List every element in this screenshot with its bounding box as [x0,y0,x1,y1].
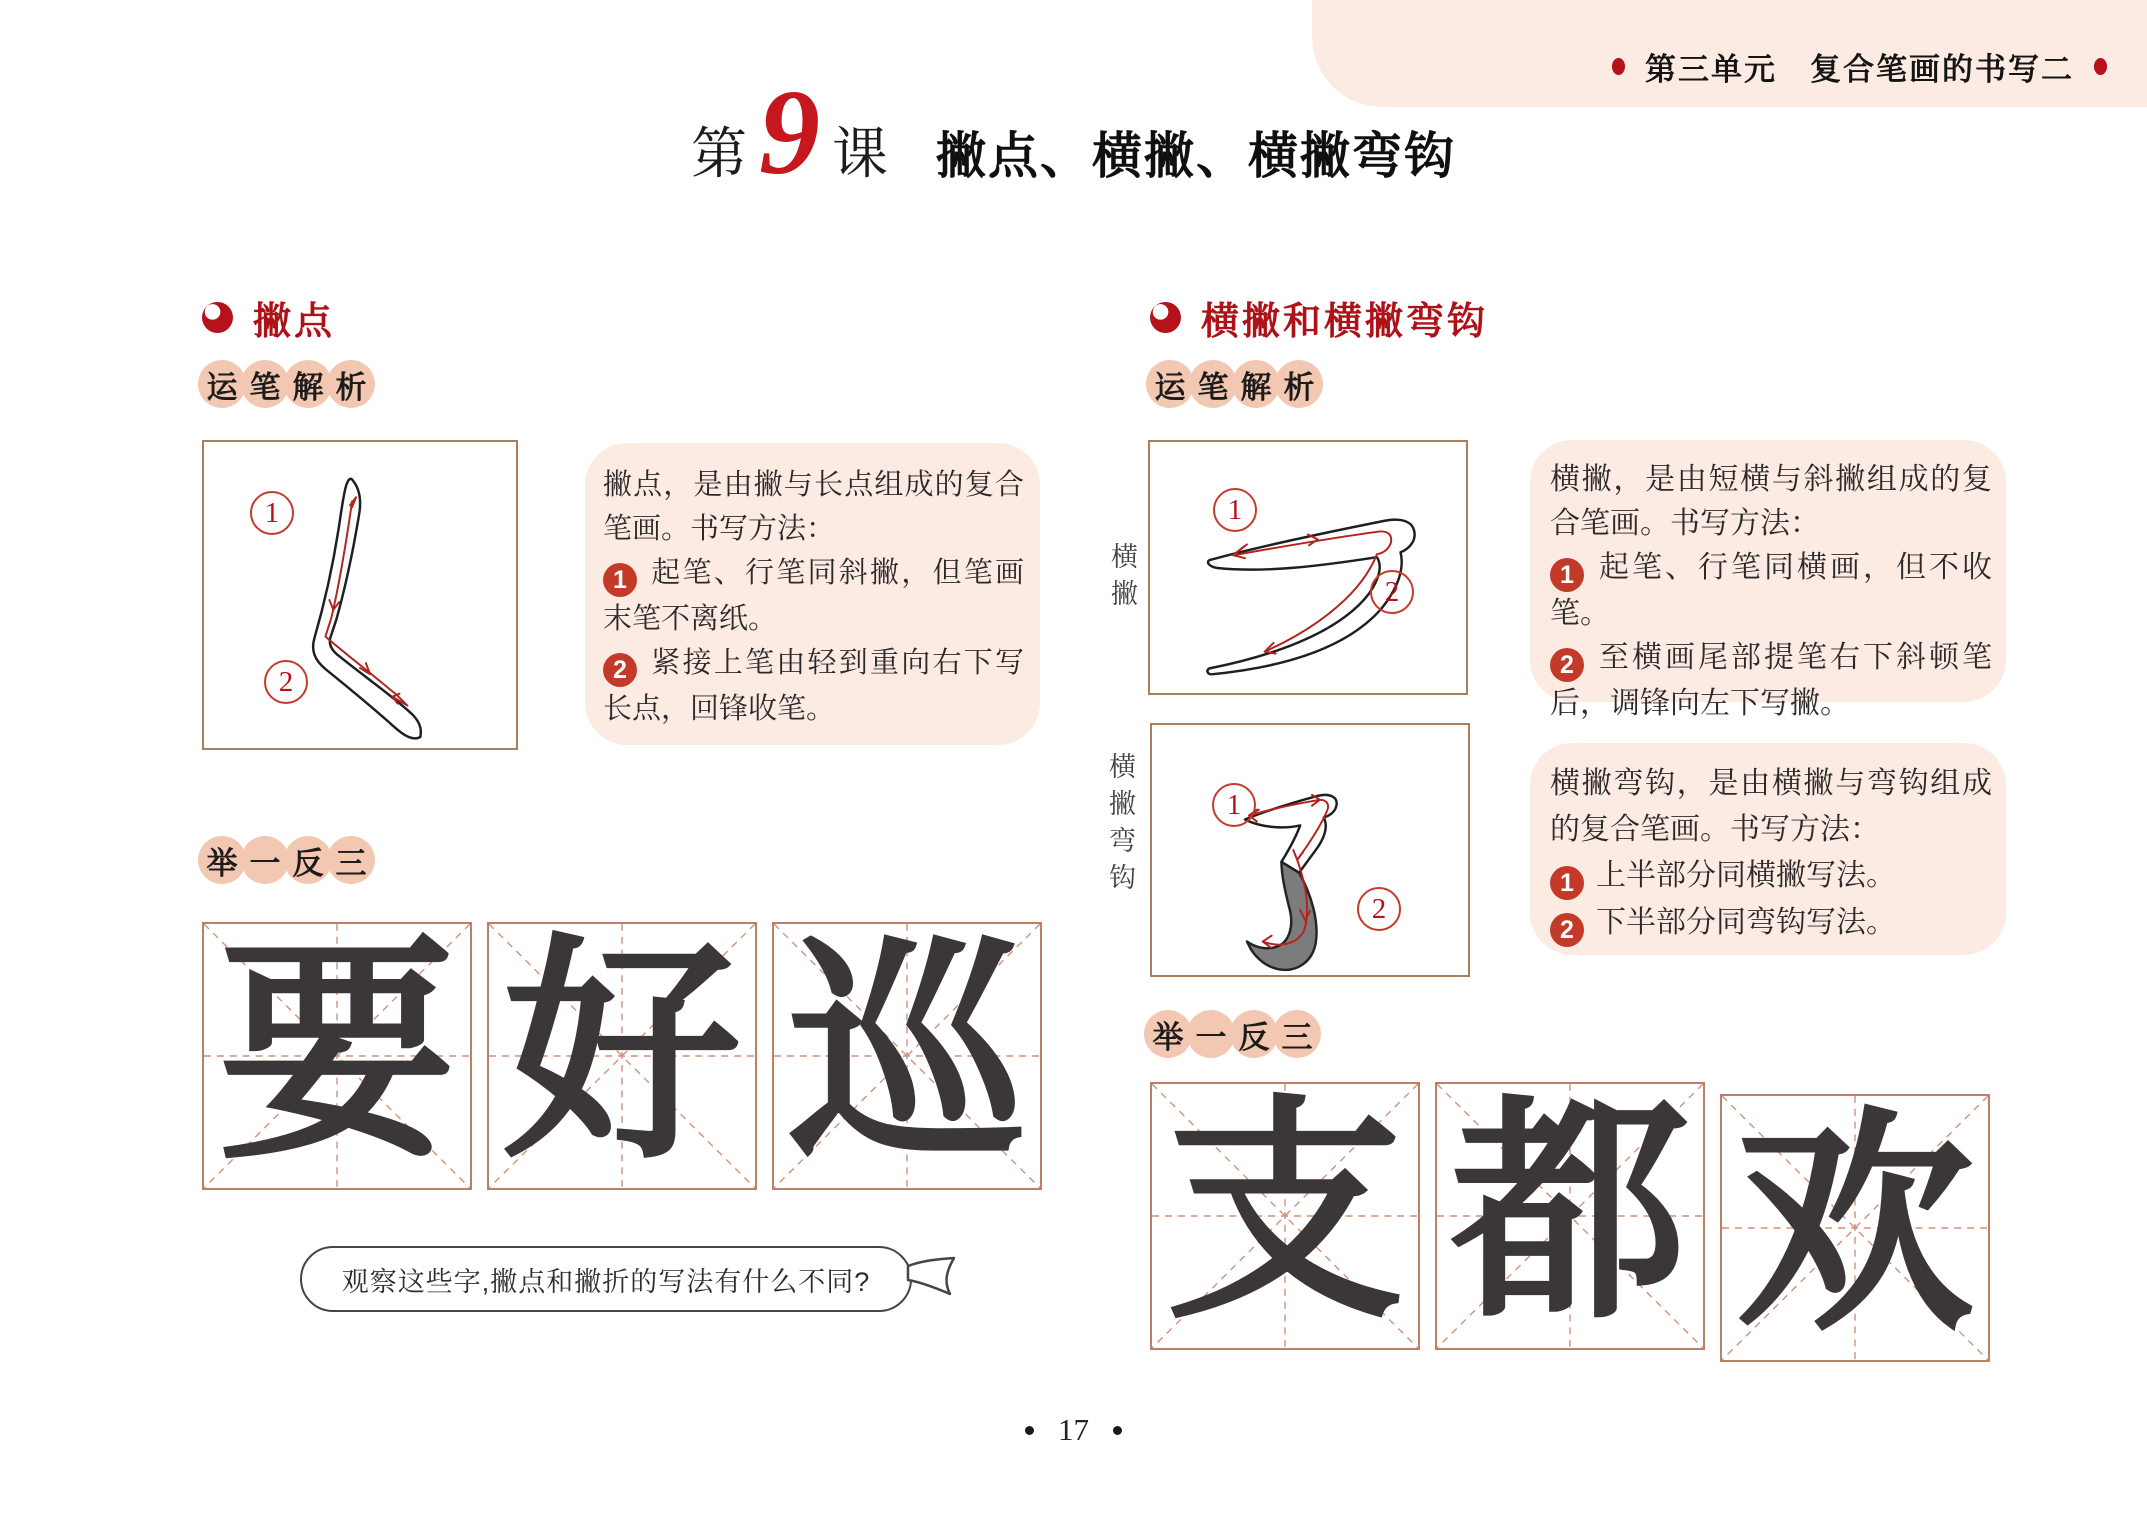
unit-title: 第三单元 复合笔画的书写二 [1645,52,2074,87]
stroke-outline [313,479,421,739]
question-bubble [300,1246,912,1312]
example-character: 好 [503,924,741,1187]
example-character: 巡 [788,924,1026,1187]
practice-tag-right [1144,1010,1316,1058]
tag-char: 一 [1187,1010,1235,1058]
step-marker-1: 1 [1212,783,1256,827]
practice-grid [1720,1094,1990,1362]
practice-grid [487,922,757,1190]
analysis-tag-right [1146,360,1318,408]
step-1-text: 上半部分同横撇写法。 [1596,859,1896,892]
heng-pie-wan-gou-stroke-diagram [1150,723,1470,977]
tag-char: 运 [1146,360,1194,408]
step-marker-1: 1 [1213,488,1257,532]
tag-char: 一 [241,836,289,884]
example-character: 要 [218,924,456,1187]
practice-grid [772,922,1042,1190]
description-step [1550,636,1992,726]
arrowhead [1263,936,1272,948]
lesson-title-text: 撇点、横撇、横撇弯钩 [936,128,1456,184]
tag-char: 解 [1232,360,1280,408]
tag-char: 反 [1230,1010,1278,1058]
lesson-suffix: 课 [832,124,888,186]
description-step [1550,900,1992,947]
lesson-prefix: 第 [691,124,747,186]
description-intro: 撇点，是由撇与长点组成的复合笔画。书写方法： [603,469,1024,545]
practice-grid [1150,1082,1420,1350]
tag-char: 三 [327,836,375,884]
section-heading-heng-pie [1150,290,1488,345]
page-number-text: 17 [1058,1412,1089,1447]
section-bullet-icon [202,302,233,333]
tag-char: 笔 [1189,360,1237,408]
section-heading-pie-dian [202,290,335,345]
tag-char: 笔 [241,360,289,408]
description-step [1550,546,1992,636]
example-character: 欢 [1736,1096,1974,1359]
lesson-number: 9 [759,65,820,200]
header-dot-right-icon [2094,58,2107,75]
header-dot-left-icon [1612,58,1625,75]
step-1-text: 起笔、行笔同斜撇，但笔画末笔不离纸。 [603,557,1024,635]
step-marker-2: 2 [264,660,308,704]
example-character: 都 [1451,1084,1689,1347]
heng-pie-description-panel [1530,440,2006,720]
page-number-dot-icon [1025,1426,1034,1435]
step-2-text: 紧接上笔由轻到重向右下写长点，回锋收笔。 [603,647,1024,725]
step-2-text: 下半部分同弯钩写法。 [1596,906,1896,939]
question-text: 观察这些字,撇点和撇折的写法有什么不同? [341,1266,871,1297]
practice-grid [1435,1082,1705,1350]
step-2-text: 至横画尾部提笔右下斜顿笔后，调锋向左下写撇。 [1550,641,1992,720]
tag-char: 析 [1275,360,1323,408]
page-number-dot-icon [1113,1426,1122,1435]
section-heading-text: 横撇和横撇弯钩 [1201,301,1489,343]
analysis-tag-left [198,360,370,408]
tag-char: 反 [284,836,332,884]
step-2-badge: 2 [603,653,637,687]
practice-tag-left [198,836,370,884]
step-1-badge: 1 [1550,866,1584,900]
step-marker-1: 1 [250,491,294,535]
pie-dian-stroke-drawing [204,442,516,748]
heng-pie-wan-gou-stroke-drawing [1152,725,1468,975]
page-number [0,1412,2147,1448]
tag-char: 运 [198,360,246,408]
description-step [603,641,1024,731]
tag-char: 三 [1273,1010,1321,1058]
pie-dian-description-panel [585,443,1040,745]
step-1-text: 起笔、行笔同横画，但不收笔。 [1550,551,1992,630]
practice-grid [202,922,472,1190]
tag-char: 解 [284,360,332,408]
pie-dian-stroke-diagram [202,440,518,750]
section-bullet-icon [1150,302,1181,333]
heng-pie-wan-gou-description-panel [1530,743,2006,955]
stroke-outline [1245,795,1337,873]
description-intro: 横撇，是由短横与斜撇组成的复合笔画。书写方法： [1550,463,1992,540]
description-step [1550,853,1992,900]
description-step [603,551,1024,641]
step-marker-2: 2 [1357,887,1401,931]
tag-char: 举 [1144,1010,1192,1058]
section-heading-text: 撇点 [253,301,336,343]
description-intro: 横撇弯钩，是由横撇与弯钩组成的复合笔画。书写方法： [1550,767,1992,846]
tag-char: 析 [327,360,375,408]
step-1-badge: 1 [603,563,637,597]
example-character: 支 [1166,1084,1404,1347]
diagram-label-heng-pie: 横撇 [1107,542,1137,616]
tag-char: 举 [198,836,246,884]
heng-pie-stroke-diagram [1148,440,1468,695]
step-1-badge: 1 [1550,558,1584,592]
diagram-label-heng-pie-wan-gou: 横撇弯钩 [1105,752,1135,900]
heng-pie-stroke-drawing [1150,442,1466,693]
step-2-badge: 2 [1550,648,1584,682]
step-marker-2: 2 [1370,570,1414,614]
step-2-badge: 2 [1550,913,1584,947]
speech-bubble-tail-icon [906,1256,956,1300]
